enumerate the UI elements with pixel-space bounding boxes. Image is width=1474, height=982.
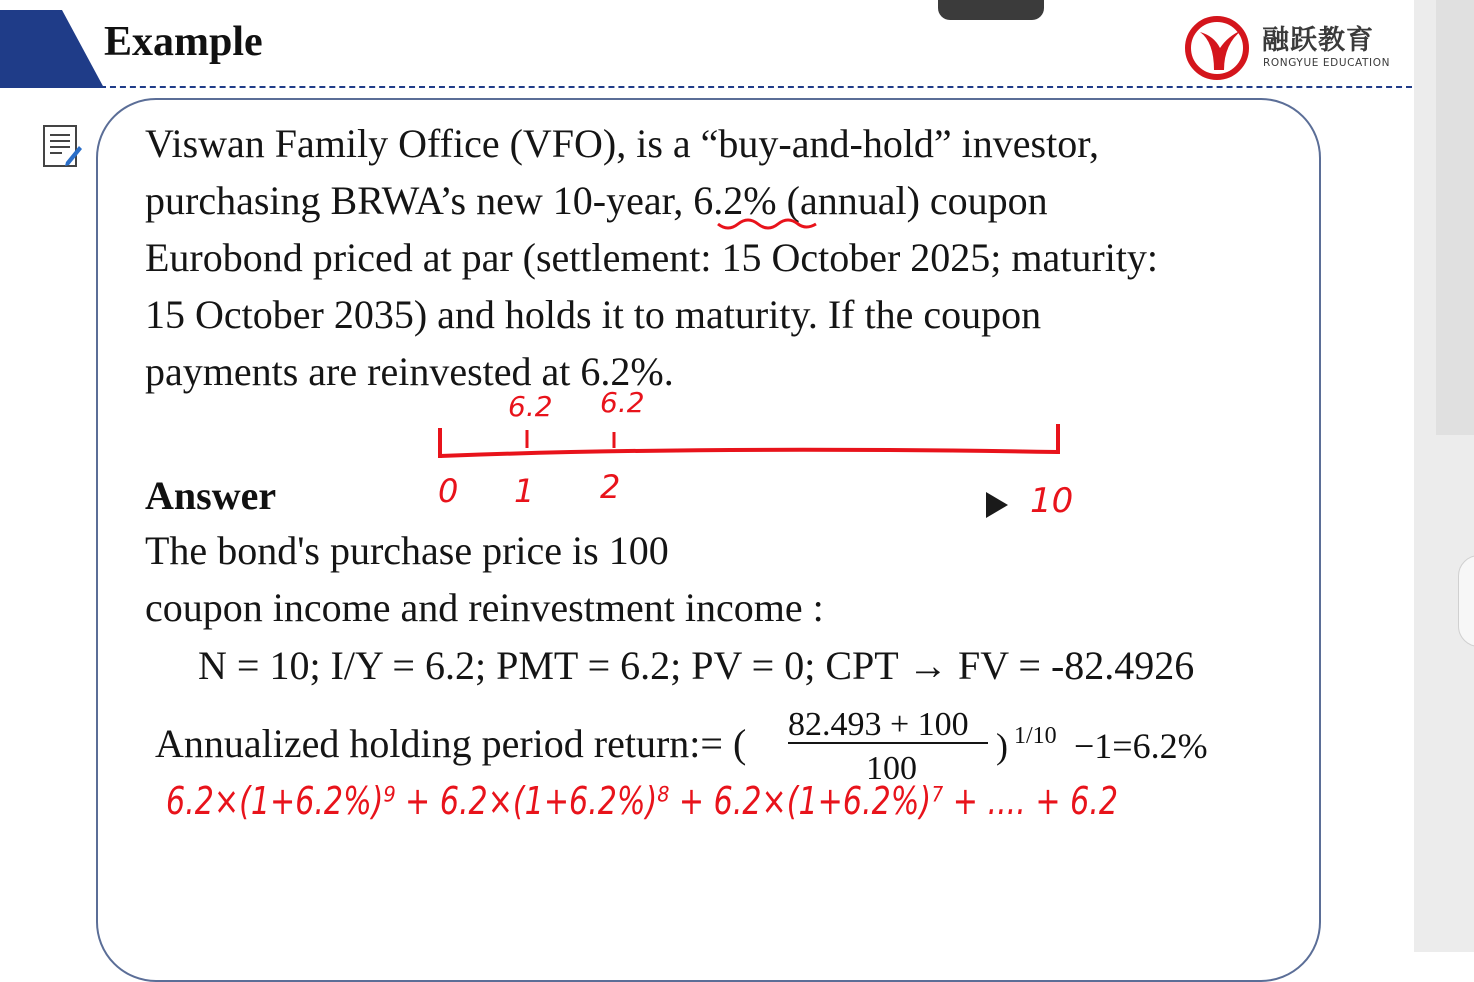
underline-squiggle [718, 220, 816, 228]
right-gutter [1414, 0, 1474, 952]
slide-title: Example [104, 19, 263, 65]
answer-income-label: coupon income and reinvestment income : [145, 585, 824, 630]
logo-chinese-text: 融跃教育 [1262, 25, 1374, 56]
timeline-bottom-label-10: 10 [1030, 481, 1074, 521]
question-line-3: Eurobond priced at par (settlement: 15 October 2025; maturity: [145, 235, 1159, 280]
side-scroll-handle[interactable] [1458, 555, 1474, 647]
return-label: Annualized holding period return:= ( [155, 721, 747, 766]
fraction-numerator: 82.493 + 100 [788, 706, 969, 743]
timeline-top-label-1: 6.2 [508, 390, 553, 423]
timeline-top-label-2: 6.2 [600, 386, 645, 419]
timeline-bottom-label-1: 1 [514, 472, 535, 510]
timeline-axis [440, 450, 1058, 456]
logo-english-text: RONGYUE EDUCATION [1263, 57, 1391, 69]
question-line-1: Viswan Family Office (VFO), is a “buy-and-hold” investor, [145, 121, 1099, 166]
fraction-exponent: 1/10 [1014, 723, 1057, 749]
return-result: −1=6.2% [1074, 726, 1208, 766]
question-line-4: 15 October 2035) and holds it to maturity. If the coupon [145, 292, 1042, 337]
fraction-denominator: 100 [866, 750, 917, 787]
timeline-bottom-label-2: 2 [600, 468, 621, 506]
question-line-2: purchasing BRWA’s new 10-year, 6.2% (annual) coupon [145, 178, 1048, 223]
timeline-bottom-label-0: 0 [438, 472, 459, 510]
gutter-shade [1436, 0, 1474, 435]
answer-purchase-price: The bond's purchase price is 100 [145, 528, 669, 573]
question-line-5: payments are reinvested at 6.2%. [145, 349, 674, 394]
fraction-close-paren: ) [996, 726, 1008, 766]
answer-calculator-input: N = 10; I/Y = 6.2; PMT = 6.2; PV = 0; CPT → FV = -82.4926 [198, 643, 1195, 688]
answer-heading: Answer [145, 473, 277, 518]
handwritten-formula: 6.2×(1+6.2%)⁹ + 6.2×(1+6.2%)⁸ + 6.2×(1+6.2%)⁷ + .... + 6.2 [166, 779, 1118, 823]
